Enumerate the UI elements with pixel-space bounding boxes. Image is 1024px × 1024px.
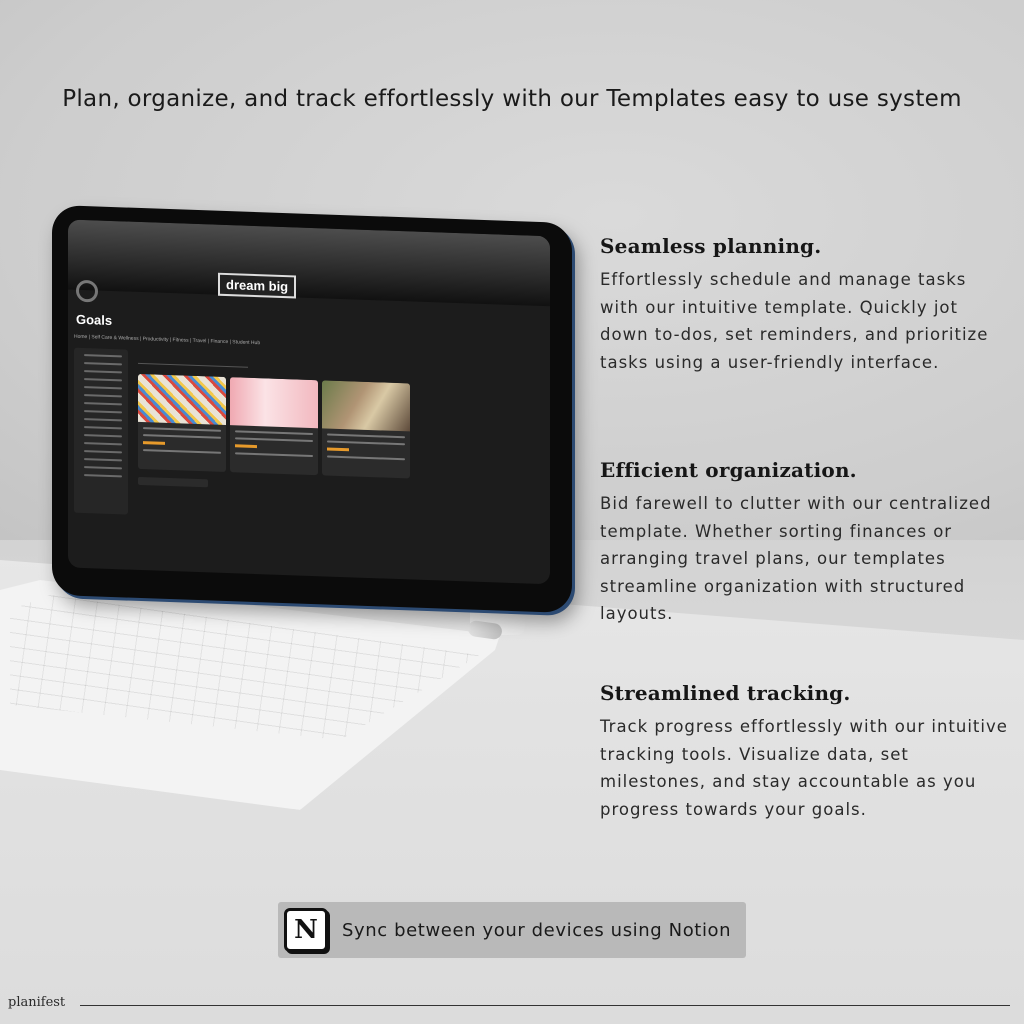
feature-streamlined-tracking: [600, 681, 1010, 823]
headline: Plan, organize, and track effortlessly with our Templates easy to use system: [62, 86, 962, 112]
screen-sidebar: [74, 348, 128, 515]
feature-body: Effortlessly schedule and manage tasks with our intuitive template. Quickly jot down to-dos, set reminders, and prioritize tasks using a user-friendly interface.: [600, 270, 989, 372]
screen-banner: [68, 219, 550, 306]
screen-gallery-card: [138, 374, 226, 472]
screen-new-button: [138, 477, 208, 487]
screen-tabs: [138, 357, 248, 368]
feature-body: Track progress effortlessly with our intuitive tracking tools. Visualize data, set milestones, and stay accountable as you progress towards your goals.: [600, 717, 1008, 819]
feature-efficient-organization: [600, 458, 1010, 628]
screen-gallery-card: [230, 377, 318, 475]
screen-gallery-card: [322, 380, 410, 478]
sync-text: Sync between your devices using Notion: [342, 919, 732, 941]
feature-seamless-planning: [600, 234, 1010, 376]
sync-banner: [278, 902, 746, 958]
feature-title: Streamlined tracking.: [600, 681, 851, 705]
screen-breadcrumb: Home | Self Care & Wellness | Productivity | Fitness | Travel | Finance | Student Hub: [74, 333, 261, 347]
screen-logo-icon: [76, 280, 98, 303]
tablet-device: [52, 205, 572, 613]
screen-title: Goals: [76, 311, 113, 329]
tablet-screen: [68, 219, 550, 584]
feature-title: Efficient organization.: [600, 458, 857, 482]
brand-name: planifest: [8, 995, 66, 1010]
feature-title: Seamless planning.: [600, 234, 822, 258]
footer-divider: [80, 1005, 1010, 1006]
notion-logo-icon: N: [284, 908, 328, 952]
feature-body: Bid farewell to clutter with our centralized template. Whether sorting finances or arranging travel plans, our templates streamline organization with structured layouts.: [600, 494, 992, 623]
banner-sign: dream big: [218, 273, 296, 299]
